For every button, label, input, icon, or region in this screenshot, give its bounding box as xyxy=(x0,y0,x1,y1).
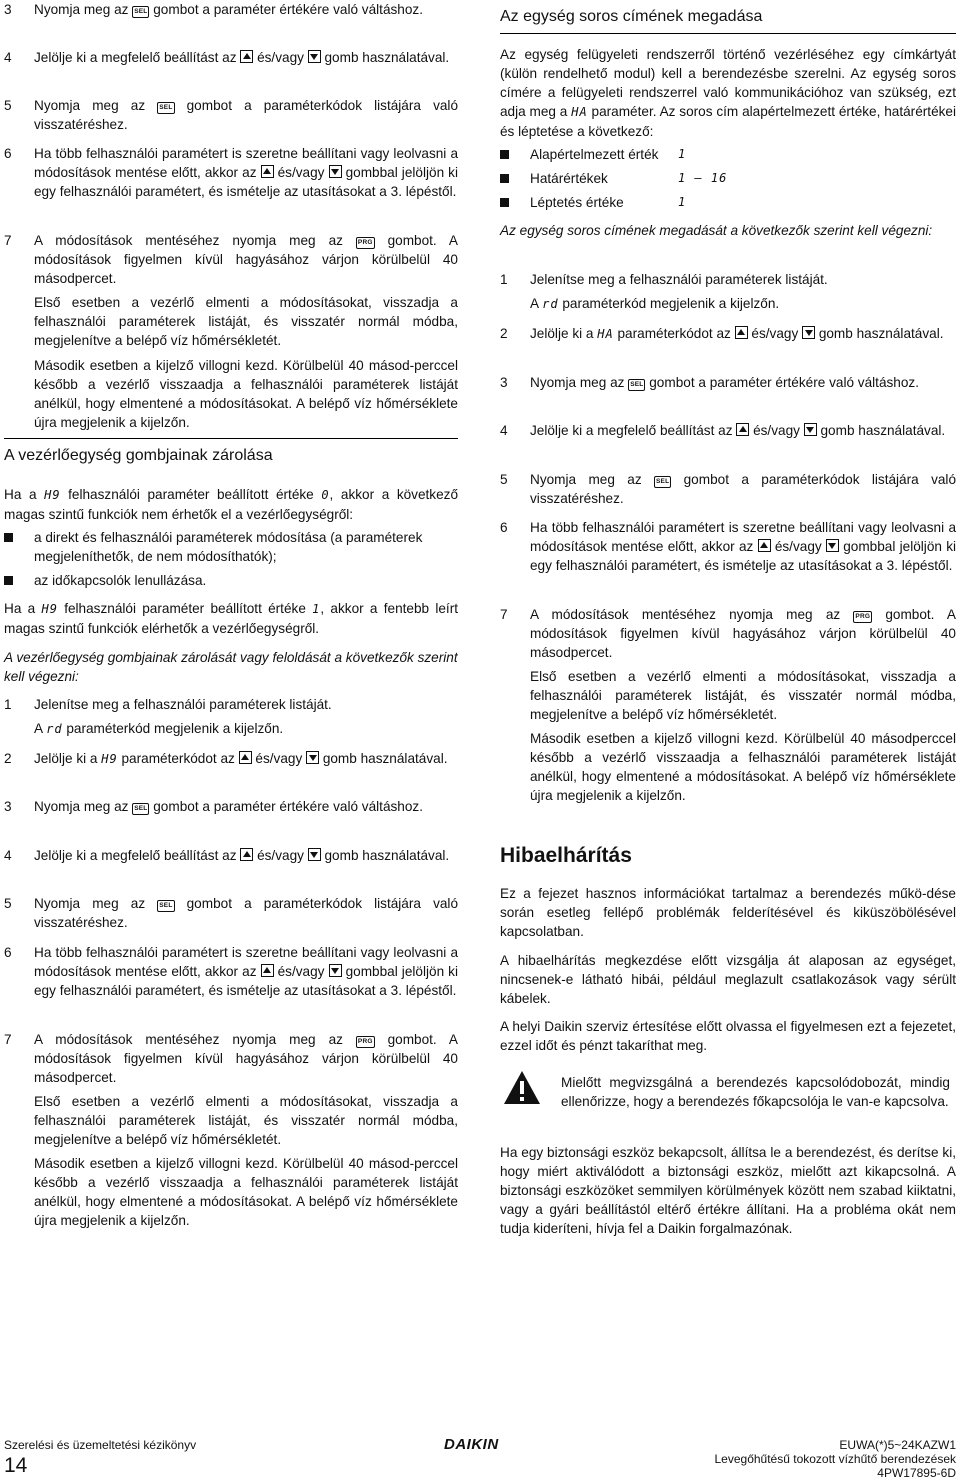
lock-step-1: 1 Jelenítse meg a felhasználói paraméterek listáját. xyxy=(4,697,332,712)
sel-button-icon: SEL xyxy=(628,379,645,391)
lock-step-6: 6 Ha több felhasználói paramétert is szeretne beállítani vagy leolvasni a módosítások mentése előtt, akkor az és/vagy gombbal jelöljön ki egy felhasználói paramétert, és ismételje az utasításokat a 3. lépéstől. xyxy=(4,945,459,998)
bullet-square-icon xyxy=(500,198,509,207)
lock-bullet-2: az időkapcsolók lenullázása. xyxy=(4,571,458,590)
lock-paragraph-1: Ha a H9 felhasználói paraméter beállított értéke 0, akkor a következő magas szintű funkciók nem érhetők el a vezérlőegységről: xyxy=(4,487,459,522)
ha-seg-code: HA xyxy=(597,327,614,341)
lock-paragraph-2: Ha a H9 felhasználói paraméter beállított értéke 1, akkor a fentebb leírt magas szintű funkciók elérhetők a vezérlőegységről. xyxy=(4,601,459,636)
zero-seg-value: 0 xyxy=(321,488,330,502)
one-seg-value: 1 xyxy=(312,602,321,616)
footer-manual-title: Szerelési és üzemeltetési kézikönyv xyxy=(4,1438,197,1452)
trouble-paragraph-4: Ha egy biztonsági eszköz bekapcsolt, állítsa le a berendezést, és derítse ki, hogy miért aktiválódott a biztonsági eszköz, mielőtt azt kikapcsolná. A biztonsági eszközöket semmilyen körülmények között nem szabad kiiktatni, vagy a gyári beállítástól eltérő értékre állítani. Ha a probléma okát nem tudja kideríteni, hívja fel a Daikin forgalmazónak. xyxy=(500,1145,956,1236)
down-arrow-icon xyxy=(802,326,815,339)
lock-step-3: 3 Nyomja meg az SEL gombot a paraméter értékére való váltáshoz. xyxy=(4,799,424,814)
down-arrow-icon xyxy=(329,964,342,977)
up-arrow-icon xyxy=(240,848,253,861)
sel-button-icon: SEL xyxy=(157,900,174,912)
warning-text: Mielőtt megvizsgálná a berendezés kapcsolódobozát, mindig ellenőrizze, hogy a berendezés főkapcsolója le van-e kapcsolva. xyxy=(561,1075,950,1109)
address-title-rule xyxy=(500,33,956,34)
step-5-top: 5 Nyomja meg az SEL gombot a paraméterkódok listájára való visszatéréshez. xyxy=(4,98,459,132)
step-3-top: 3 Nyomja meg az SEL gombot a paraméter értékére való váltáshoz. xyxy=(4,2,424,17)
addr-step-1: 1 Jelenítse meg a felhasználói paraméterek listáját. xyxy=(500,272,828,287)
ha-seg-code: HA xyxy=(571,105,588,119)
address-intro: Az egység soros címének megadását a következők szerint kell végezni: xyxy=(500,223,933,238)
bullet-square-icon xyxy=(4,576,13,585)
down-arrow-icon xyxy=(308,50,321,63)
footer-document-code: 4PW17895-6D xyxy=(877,1466,956,1480)
lock-step-1-sub: A rd paraméterkód megjelenik a kijelzőn. xyxy=(34,721,284,736)
daikin-logo: DAIKIN xyxy=(444,1436,499,1453)
down-arrow-icon xyxy=(804,423,817,436)
trouble-paragraph-2: A hibaelhárítás megkezdése előtt vizsgálja át alaposan az egységet, nincsenek-e látható hibái, például meglazult csatlakozások vagy sérült kábelek. xyxy=(500,953,956,1006)
addr-step-5: 5 Nyomja meg az SEL gombot a paraméterkódok listájára való visszatéréshez. xyxy=(500,472,957,506)
lock-bullet-1: a direkt és felhasználói paraméterek módosítása (a paraméterek megjeleníthetők, de nem módosíthatók); xyxy=(4,528,458,566)
down-arrow-icon xyxy=(329,165,342,178)
down-arrow-icon xyxy=(826,539,839,552)
lock-section-title: A vezérlőegység gombjainak zárolása xyxy=(4,438,458,466)
step-4-top: 4 Jelölje ki a megfelelő beállítást az és/vagy gomb használatával. xyxy=(4,50,450,65)
up-arrow-icon xyxy=(240,50,253,63)
sel-button-icon: SEL xyxy=(157,102,174,114)
lock-step-7: 7 A módosítások mentéséhez nyomja meg az PRG gombot. A módosítások figyelmen kívül hagyásához várjon körülbelül 40 másodpercet. xyxy=(4,1032,459,1085)
h9-seg-code: H9 xyxy=(41,602,58,616)
step-7-top-case1: Első esetben a vezérlő elmenti a módosításokat, visszadja a felhasználói paraméterek listáját, és visszatér normál módba, megjelenítve a belépő víz hőmérsékletét. xyxy=(34,295,458,348)
h9-seg-code: H9 xyxy=(101,752,118,766)
up-arrow-icon xyxy=(239,751,252,764)
rd-seg-code: rd xyxy=(46,722,63,736)
addr-step-2: 2 Jelölje ki a HA paraméterkódot az és/vagy gomb használatával. xyxy=(500,326,944,341)
step-7-top-case2: Második esetben a kijelző villogni kezd. Körülbelül 40 másod-perccel később a vezérlő visszaadja a felhasználói paraméterek listáját anélkül, hogy elmentené a módosításokat. A belépő víz hőmérséklete újra megjelenik a kijelzőn. xyxy=(34,358,458,430)
prg-button-icon: PRG xyxy=(356,237,375,249)
up-arrow-icon xyxy=(261,964,274,977)
lock-step-2: 2 Jelölje ki a H9 paraméterkódot az és/vagy gomb használatával. xyxy=(4,751,448,766)
addr-step-7-case1: Első esetben a vezérlő elmenti a módosításokat, visszadja a felhasználói paraméterek listáját, és visszatér normál módba, megjelenítve a belépő víz hőmérsékletét. xyxy=(530,669,956,722)
lock-intro: A vezérlőegység gombjainak zárolását vagy feloldását a következők szerint kell végezni: xyxy=(4,650,458,684)
step-value: 1 xyxy=(678,195,687,209)
limits-value: 1 – 16 xyxy=(678,171,728,185)
down-arrow-icon xyxy=(306,751,319,764)
address-paragraph: Az egység felügyeleti rendszerről történő vezérléséhez egy címkártyát (külön rendelhető modul) kell a berendezésbe szerelni. Az egység soros címére a felügyeleti rendszerrel való kommunikációhoz van szükség, ezt adja meg a HA paraméter. Az soros cím alapértelmezett értéke, határértékei és léptetése a következő: xyxy=(500,47,957,139)
trouble-paragraph-1: Ez a fejezet hasznos információkat tartalmaz a berendezés műkö-dése során esetleg fellépő problémák felderítésével és kiküszöbölésével kapcsolatban. xyxy=(500,886,956,939)
addr-step-3: 3 Nyomja meg az SEL gombot a paraméter értékére való váltáshoz. xyxy=(500,375,920,390)
prg-button-icon: PRG xyxy=(356,1036,375,1048)
bullet-default: Alapértelmezett érték 1 xyxy=(500,145,956,164)
bullet-square-icon xyxy=(500,174,509,183)
bullet-step: Léptetés értéke 1 xyxy=(500,193,956,212)
trouble-paragraph-3: A helyi Daikin szerviz értesítése előtt olvassa el figyelmesen ezt a fejezetet, ezzel időt és pénzt takaríthat meg. xyxy=(500,1019,956,1053)
bullet-square-icon xyxy=(4,533,13,542)
addr-step-6: 6 Ha több felhasználói paramétert is szeretne beállítani vagy leolvasni a módosítások mentése előtt, akkor az és/vagy gombbal jelöljön ki egy felhasználói paramétert, és ismételje az utasításokat a 3. lépéstől. xyxy=(500,520,957,573)
lock-step-7-case2: Második esetben a kijelző villogni kezd. Körülbelül 40 másod-perccel később a vezérlő visszaadja a felhasználói paraméterek listáját anélkül, hogy elmentené a módosításokat. A belépő víz hőmérséklete újra megjelenik a kijelzőn. xyxy=(34,1156,458,1228)
footer-model: EUWA(*)5~24KAZW1 xyxy=(839,1438,956,1452)
lock-step-5: 5 Nyomja meg az SEL gombot a paraméterkódok listájára való visszatéréshez. xyxy=(4,896,459,930)
lock-step-7-case1: Első esetben a vezérlő elmenti a módosításokat, visszadja a felhasználói paraméterek listáját, és visszatér normál módba, megjelenítve a belépő víz hőmérsékletét. xyxy=(34,1094,458,1147)
addr-step-1-sub: A rd paraméterkód megjelenik a kijelzőn. xyxy=(530,296,780,311)
prg-button-icon: PRG xyxy=(853,611,872,623)
up-arrow-icon xyxy=(736,423,749,436)
addr-step-4: 4 Jelölje ki a megfelelő beállítást az és/vagy gomb használatával. xyxy=(500,423,946,438)
sel-button-icon: SEL xyxy=(132,6,149,18)
up-arrow-icon xyxy=(735,326,748,339)
footer-page-number: 14 xyxy=(4,1454,28,1477)
step-6-top: 6 Ha több felhasználói paramétert is szeretne beállítani vagy leolvasni a módosítások mentése előtt, akkor az és/vagy gombbal jelöljön ki egy felhasználói paramétert, és ismételje az utasításokat a 3. lépéstől. xyxy=(4,146,459,199)
bullet-limits: Határértékek 1 – 16 xyxy=(500,169,956,188)
default-value: 1 xyxy=(678,147,687,161)
h9-seg-code: H9 xyxy=(44,488,61,502)
address-section-title: Az egység soros címének megadása xyxy=(500,8,763,25)
footer-description: Levegőhűtésű tokozott vízhűtő berendezések xyxy=(714,1452,956,1466)
troubleshooting-title: Hibaelhárítás xyxy=(500,844,632,867)
warning-triangle-icon xyxy=(502,1069,542,1107)
addr-step-7: 7 A módosítások mentéséhez nyomja meg az PRG gombot. A módosítások figyelmen kívül hagyásához várjon körülbelül 40 másodpercet. xyxy=(500,607,957,660)
addr-step-7-case2: Második esetben a kijelző villogni kezd. Körülbelül 40 másodperccel később a vezérlő visszaadja a felhasználói paraméterek listáját anélkül, hogy elmentené a módosításokat. A belépő víz hőmérséklete újra megjelenik a kijelzőn. xyxy=(530,731,956,803)
step-7-top: 7 A módosítások mentéséhez nyomja meg az PRG gombot. A módosítások figyelmen kívül hagyásához várjon körülbelül 40 másodpercet. xyxy=(4,233,459,286)
up-arrow-icon xyxy=(758,539,771,552)
down-arrow-icon xyxy=(308,848,321,861)
warning-box xyxy=(500,1067,956,1129)
up-arrow-icon xyxy=(261,165,274,178)
sel-button-icon: SEL xyxy=(654,476,671,488)
lock-step-4: 4 Jelölje ki a megfelelő beállítást az és/vagy gomb használatával. xyxy=(4,848,450,863)
sel-button-icon: SEL xyxy=(132,803,149,815)
bullet-square-icon xyxy=(500,150,509,159)
rd-seg-code: rd xyxy=(542,297,559,311)
